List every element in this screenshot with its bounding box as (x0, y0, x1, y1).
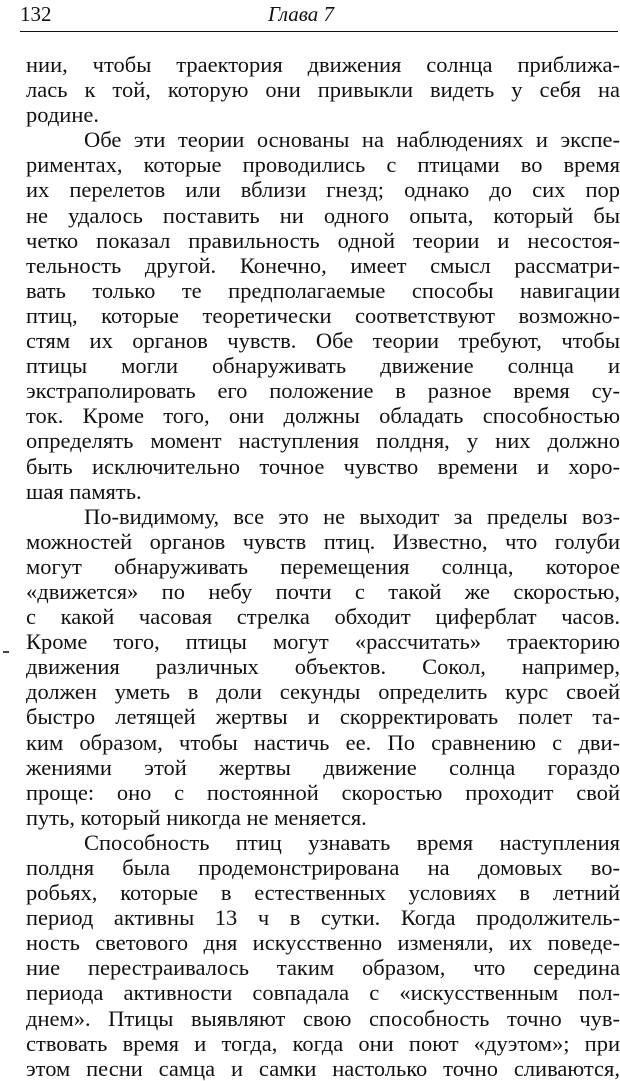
text-line: период активны 13 ч в сутки. Когда продолжитель- (26, 905, 620, 931)
text-line: ние перестраивалось таким образом, что середина (26, 955, 620, 981)
text-line: тельность другой. Конечно, имеет смысл рассматри- (26, 252, 620, 278)
page-number: 132 (20, 2, 52, 26)
text-line: шая память. (26, 478, 142, 504)
text-line: По-видимому, все это не выходит за пределы воз- (84, 503, 620, 529)
text-line: быть исключительно точное чувство времени и хоро- (26, 453, 620, 479)
header-rule (20, 31, 618, 32)
text-line: ность светового дня искусственно изменяли, их поведе- (26, 930, 620, 956)
body-text (26, 52, 620, 1081)
text-line: проще: оно с постоянной скоростью проходит свой (26, 779, 620, 805)
margin-mark (3, 651, 9, 653)
text-line: днем». Птицы выявляют свою способность точно чув- (26, 1005, 620, 1031)
text-line: ствовать время и тогда, когда они поют «дуэтом»; при (26, 1030, 620, 1056)
text-line: птицы могли обнаруживать движение солнца и (26, 353, 620, 379)
text-line: должен уметь в доли секунды определить курс своей (26, 679, 620, 705)
text-line: жениями этой жертвы движение солнца гораздо (26, 754, 620, 780)
text-line: робьях, которые в естественных условиях в летний (26, 880, 620, 906)
text-line: с какой часовая стрелка обходит циферблат часов. (26, 604, 620, 630)
text-line: Обе эти теории основаны на наблюдениях и экспе- (84, 127, 620, 153)
text-line: можностей органов чувств птиц. Известно, что голуби (26, 528, 620, 554)
text-line: риментах, которые проводились с птицами во время (26, 152, 620, 178)
text-line: их перелетов или вблизи гнезд; однако до сих пор (26, 177, 620, 203)
text-line: ток. Кроме того, они должны обладать способностью (26, 403, 620, 429)
text-line: родине. (26, 102, 99, 128)
text-line: определять момент наступления полдня, у них должно (26, 428, 620, 454)
chapter-title: Глава 7 (268, 2, 334, 26)
text-line: экстраполировать его положение в разное время су- (26, 378, 620, 404)
text-line: птиц, которые теоретически соответствуют возможно- (26, 302, 620, 328)
text-line: «движется» по небу почти с такой же скоростью, (26, 578, 620, 604)
text-line: Кроме того, птицы могут «рассчитать» траекторию (26, 629, 620, 655)
text-line: путь, который никогда не меняется. (26, 804, 367, 830)
text-line: ким образом, чтобы настичь ее. По сравнению с дви- (26, 729, 620, 755)
text-line: периода активности совпадала с «искусственным пол- (26, 980, 620, 1006)
text-line: лась к той, которую они привыкли видеть у себя на (26, 77, 620, 103)
text-line: стям их органов чувств. Обе теории требуют, чтобы (26, 328, 620, 354)
text-line: не удалось поставить ни одного опыта, который бы (26, 202, 620, 228)
text-line: вать только те предполагаемые способы навигации (26, 277, 620, 303)
text-line: Способность птиц узнавать время наступления (84, 829, 620, 855)
running-head (20, 0, 620, 34)
text-line: движения различных объектов. Сокол, например, (26, 654, 620, 680)
text-line: быстро летящей жертвы и скорректировать полет та- (26, 704, 620, 730)
text-line: нии, чтобы траектория движения солнца приближа- (26, 52, 620, 77)
text-line: полдня была продемонстрирована на домовых во- (26, 855, 620, 880)
text-line: четко показал правильность одной теории и несостоя- (26, 227, 620, 253)
text-line: могут обнаруживать перемещения солнца, которое (26, 553, 620, 579)
text-line: этом песни самца и самки настолько точно сливаются, (26, 1055, 620, 1081)
